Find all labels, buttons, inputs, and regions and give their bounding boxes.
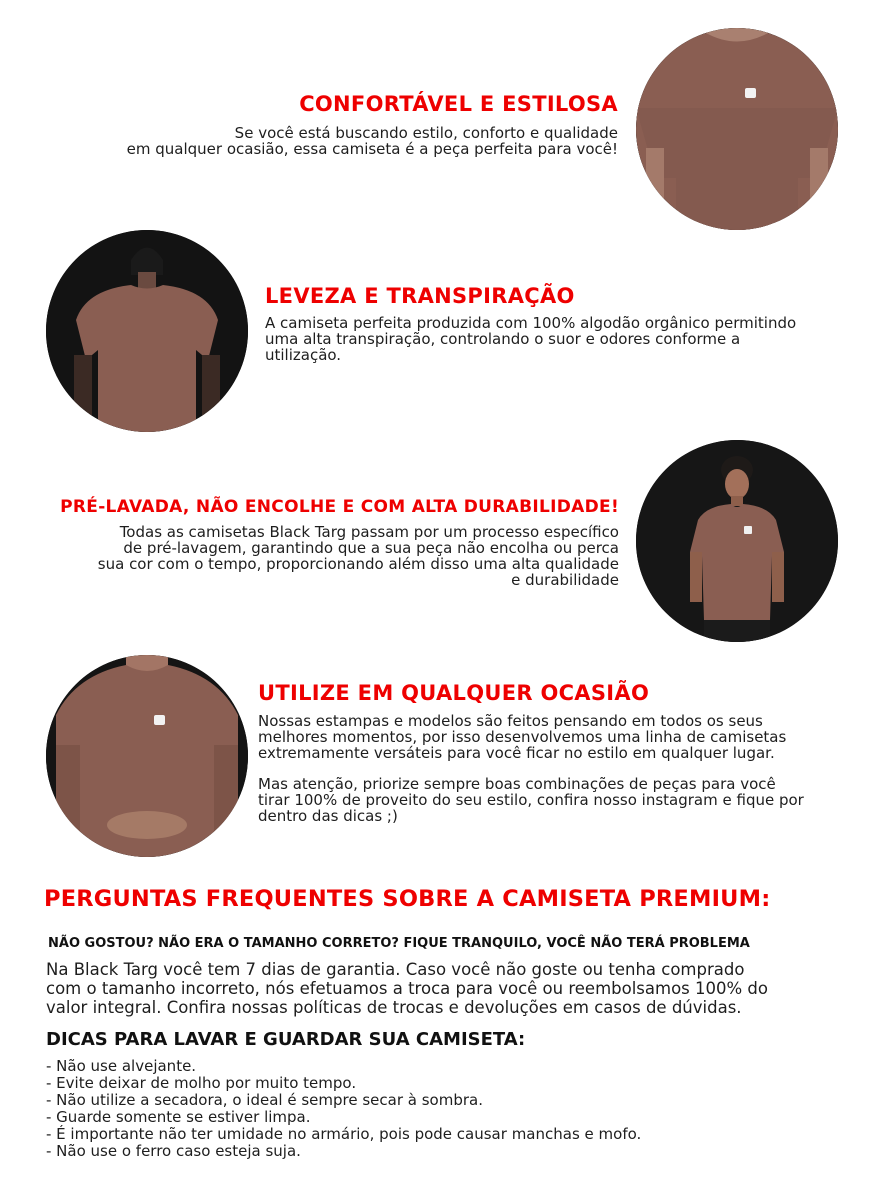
list-item: - É importante não ter umidade no armário, pois pode causar manchas e mofo.	[46, 1125, 642, 1143]
tips-list	[46, 1058, 641, 1160]
product-photo-front-hands	[46, 655, 248, 857]
product-photo-front-closeup	[636, 28, 838, 230]
faq-title: PERGUNTAS FREQUENTES SOBRE A CAMISETA PREMIUM:	[44, 886, 771, 912]
section-text-pre-lavada: Todas as camisetas Black Targ passam por um processo específico de pré-lavagem, garantindo que a sua peça não encolha ou perca sua cor com o tempo, proporcionando além disso uma alta qualidade e durabilidade	[97, 523, 619, 589]
list-item: - Guarde somente se estiver limpa.	[46, 1108, 311, 1126]
list-item: - Não utilize a secadora, o ideal é sempre secar à sombra.	[46, 1091, 483, 1109]
section-text-utilize: Nossas estampas e modelos são feitos pensando em todos os seus melhores momentos, por isso desenvolvemos uma linha de camisetas extremamente versáteis para você ficar no estilo em qualquer lugar.	[258, 712, 787, 762]
list-item: - Evite deixar de molho por muito tempo.	[46, 1074, 357, 1092]
product-photo-back	[46, 230, 248, 432]
section-title-pre-lavada: PRÉ-LAVADA, NÃO ENCOLHE E COM ALTA DURABILIDADE!	[60, 497, 619, 517]
product-photo-model-full	[636, 440, 838, 642]
section-text-leveza: A camiseta perfeita produzida com 100% algodão orgânico permitindo uma alta transpiração, controlando o suor e odores conforme a utilização.	[265, 314, 797, 364]
tips-title: DICAS PARA LAVAR E GUARDAR SUA CAMISETA:	[46, 1029, 526, 1050]
section-text-confortavel: Se você está buscando estilo, conforto e qualidade em qualquer ocasião, essa camiseta é a peça perfeita para você!	[126, 124, 618, 158]
list-item: - Não use alvejante.	[46, 1057, 197, 1075]
section-title-confortavel: CONFORTÁVEL E ESTILOSA	[299, 92, 618, 116]
section-title-leveza: LEVEZA E TRANSPIRAÇÃO	[265, 284, 575, 308]
list-item: - Não use o ferro caso esteja suja.	[46, 1142, 301, 1160]
faq-answer: Na Black Targ você tem 7 dias de garantia. Caso você não goste ou tenha comprado com o tamanho incorreto, nós efetuamos a troca para você ou reembolsamos 100% do valor integral. Confira nossas políticas de trocas e devoluções em casos de dúvidas.	[46, 960, 768, 1017]
section-title-utilize: UTILIZE EM QUALQUER OCASIÃO	[258, 681, 650, 705]
faq-question: NÃO GOSTOU? NÃO ERA O TAMANHO CORRETO? FIQUE TRANQUILO, VOCÊ NÃO TERÁ PROBLEMA	[48, 936, 750, 951]
section-text-utilize-2: Mas atenção, priorize sempre boas combinações de peças para você tirar 100% de proveito do seu estilo, confira nosso instagram e fique por dentro das dicas ;)	[258, 775, 804, 825]
